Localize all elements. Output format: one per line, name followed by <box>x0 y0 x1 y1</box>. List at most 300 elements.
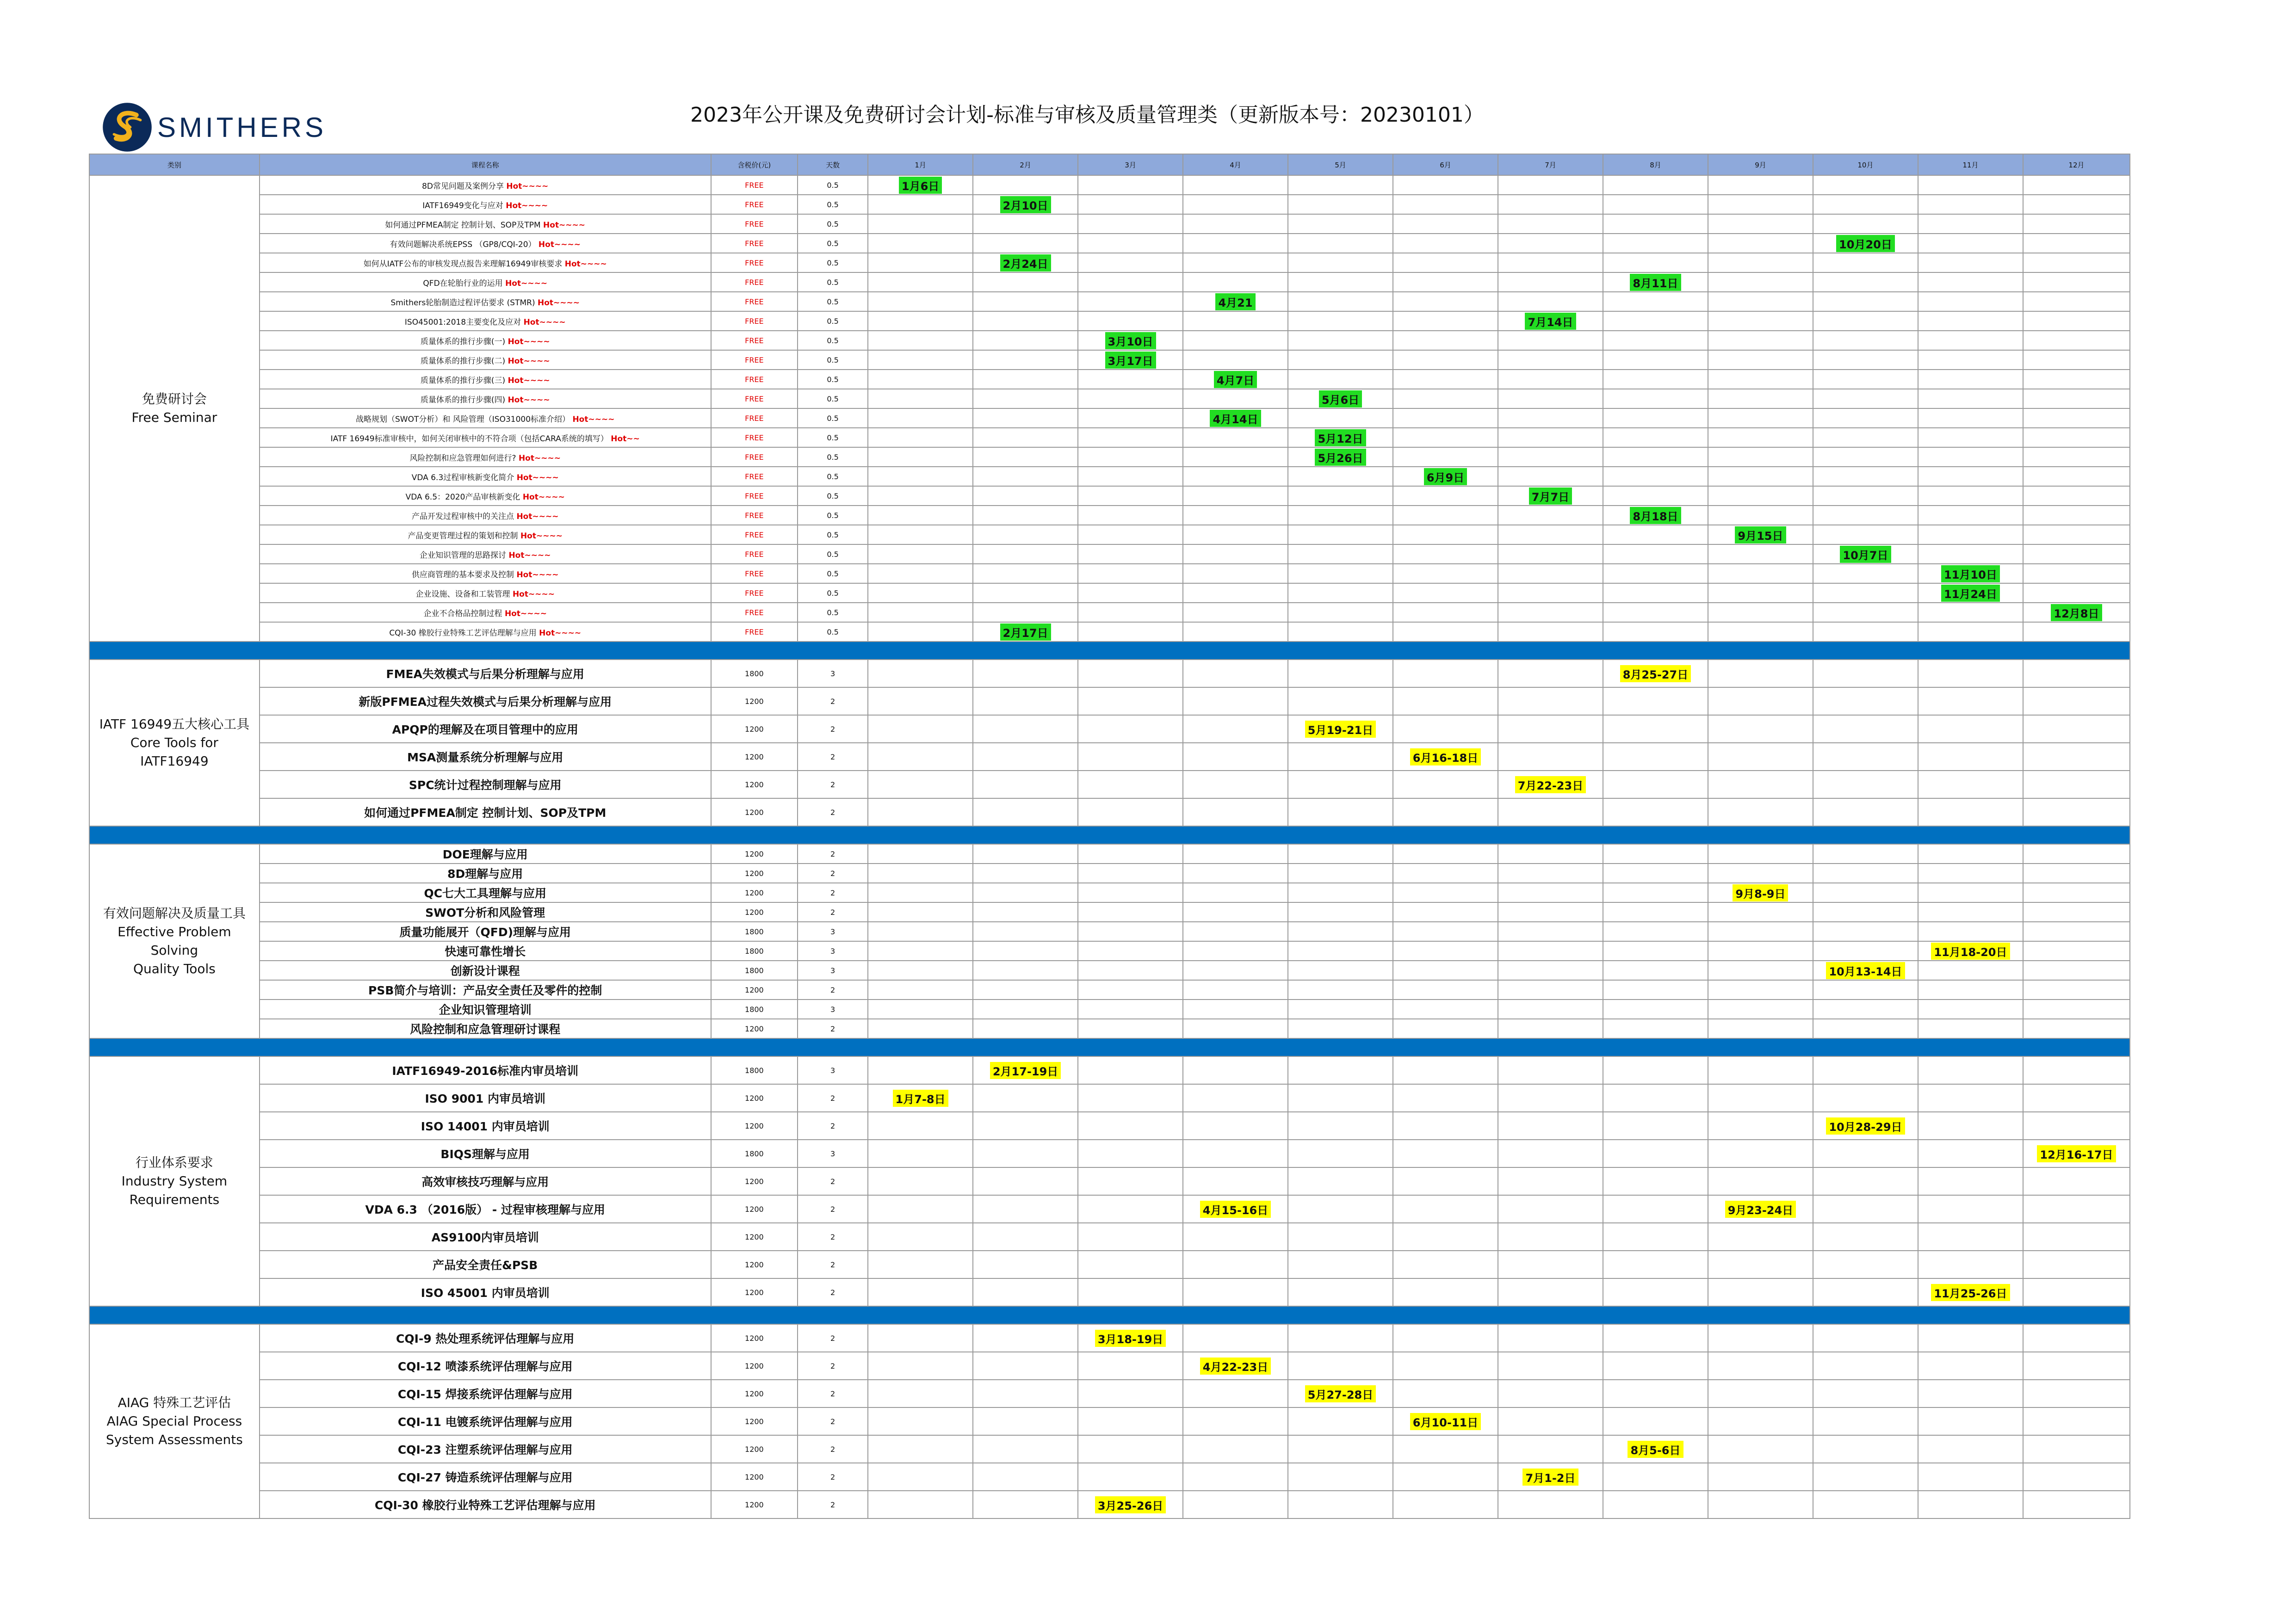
price-cell: FREE <box>711 292 798 311</box>
month-cell <box>1708 467 1813 486</box>
table-row <box>89 1195 2130 1223</box>
session-date-badge: 8月5-6日 <box>1628 1441 1683 1458</box>
price-cell: 1200 <box>711 1380 798 1407</box>
month-cell <box>2023 1167 2130 1195</box>
month-cell <box>2023 1380 2130 1407</box>
month-cell <box>1498 467 1603 486</box>
course-name: SPC统计过程控制理解与应用 <box>408 778 562 792</box>
table-row <box>89 1491 2130 1518</box>
days-cell: 0.5 <box>798 195 868 214</box>
month-cell <box>2023 687 2130 715</box>
month-cell <box>868 902 973 922</box>
session-date-badge: 1月6日 <box>899 177 942 194</box>
session-date-badge: 4月21 <box>1215 293 1255 310</box>
month-cell <box>1708 660 1813 687</box>
table-row <box>89 603 2130 622</box>
month-cell <box>1078 408 1183 428</box>
course-name-cell <box>260 603 711 622</box>
category-label: Industry System <box>121 1173 228 1189</box>
month-cell <box>1078 922 1183 941</box>
month-cell <box>1498 961 1603 980</box>
month-cell <box>2023 272 2130 292</box>
days-cell: 2 <box>798 1112 868 1140</box>
month-cell <box>1918 941 2023 961</box>
month-cell <box>1603 687 1708 715</box>
month-cell <box>1813 408 1918 428</box>
month-cell <box>1603 1112 1708 1140</box>
month-cell <box>1393 941 1498 961</box>
days-cell: 0.5 <box>798 253 868 272</box>
session-date-badge: 9月15日 <box>1735 526 1786 543</box>
month-cell <box>1393 583 1498 603</box>
month-cell <box>1498 408 1603 428</box>
month-cell <box>973 175 1078 195</box>
month-cell <box>1393 883 1498 902</box>
month-cell <box>1288 486 1393 506</box>
month-cell <box>1288 1435 1393 1463</box>
month-cell <box>1393 1435 1498 1463</box>
month-cell <box>1288 902 1393 922</box>
course-name: VDA 6.3 （2016版） - 过程审核理解与应用 <box>365 1203 605 1216</box>
month-cell <box>1603 1352 1708 1380</box>
session-date-badge: 7月14日 <box>1525 313 1576 330</box>
month-cell <box>1183 922 1288 941</box>
course-name: AS9100内审员培训 <box>431 1231 539 1244</box>
month-cell <box>1183 331 1288 350</box>
days-cell: 0.5 <box>798 467 868 486</box>
price-cell: 1200 <box>711 902 798 922</box>
month-cell <box>1498 622 1603 642</box>
month-cell <box>2023 1223 2130 1251</box>
month-cell <box>973 1491 1078 1518</box>
course-name-cell <box>260 272 711 292</box>
month-cell <box>1288 292 1393 311</box>
table-row <box>89 1463 2130 1491</box>
month-cell <box>973 1223 1078 1251</box>
table-row <box>89 1223 2130 1251</box>
session-date-badge: 3月18-19日 <box>1095 1330 1166 1347</box>
month-cell <box>1603 583 1708 603</box>
course-name-cell <box>260 1084 711 1112</box>
month-cell <box>1918 331 2023 350</box>
session-date-badge: 12月16-17日 <box>2037 1145 2116 1162</box>
price-cell: FREE <box>711 525 798 544</box>
header-month: 9月 <box>1708 154 1813 175</box>
course-name: APQP的理解及在项目管理中的应用 <box>392 723 578 736</box>
month-cell <box>1708 292 1813 311</box>
days-cell: 3 <box>798 941 868 961</box>
price-cell: 1200 <box>711 715 798 743</box>
hot-badge: Hot~~~~ <box>523 317 566 327</box>
category-label: Requirements <box>129 1192 220 1207</box>
hot-badge: Hot~~~~ <box>507 395 550 405</box>
table-row <box>89 1019 2130 1038</box>
month-cell <box>1183 1167 1288 1195</box>
month-cell <box>973 660 1078 687</box>
course-name-cell <box>260 253 711 272</box>
month-cell <box>1603 486 1708 506</box>
month-cell <box>1288 1278 1393 1306</box>
month-cell <box>1288 447 1393 467</box>
month-cell <box>1603 389 1708 408</box>
month-cell <box>1078 1167 1183 1195</box>
month-cell <box>1183 234 1288 253</box>
month-cell <box>1183 467 1288 486</box>
month-cell <box>1183 844 1288 864</box>
month-cell <box>1498 660 1603 687</box>
course-name-cell <box>260 1407 711 1435</box>
course-name-cell <box>260 1167 711 1195</box>
month-cell <box>1918 743 2023 771</box>
month-cell <box>868 370 973 389</box>
month-cell <box>1813 622 1918 642</box>
month-cell <box>868 1407 973 1435</box>
course-name-cell <box>260 350 711 370</box>
month-cell <box>1603 544 1708 564</box>
month-cell <box>1498 1056 1603 1084</box>
course-name-cell <box>260 771 711 798</box>
course-name: VDA 6.5：2020产品审核新变化 <box>405 492 520 502</box>
category-cell <box>89 1324 260 1518</box>
month-cell <box>1288 844 1393 864</box>
month-cell <box>1813 447 1918 467</box>
month-cell <box>1708 214 1813 234</box>
month-cell <box>1288 864 1393 883</box>
price-cell: FREE <box>711 544 798 564</box>
hot-badge: Hot~~~~ <box>507 356 550 366</box>
session-date-badge: 4月14日 <box>1210 410 1261 427</box>
month-cell <box>1183 506 1288 525</box>
month-cell <box>1918 1167 2023 1195</box>
month-cell <box>1183 1056 1288 1084</box>
session-date-badge: 11月10日 <box>1941 565 2000 582</box>
month-cell <box>1498 1195 1603 1223</box>
month-cell <box>2023 253 2130 272</box>
course-name-cell <box>260 922 711 941</box>
month-cell <box>868 525 973 544</box>
course-name-cell <box>260 622 711 642</box>
course-name-cell <box>260 408 711 428</box>
month-cell <box>973 1000 1078 1019</box>
month-cell <box>973 941 1078 961</box>
month-cell <box>1288 1167 1393 1195</box>
month-cell <box>1393 1278 1498 1306</box>
month-cell <box>1603 1000 1708 1019</box>
price-cell: FREE <box>711 389 798 408</box>
month-cell <box>2023 603 2130 622</box>
month-cell <box>1603 1380 1708 1407</box>
course-name: 质量功能展开（QFD)理解与应用 <box>399 926 571 939</box>
price-cell: FREE <box>711 622 798 642</box>
month-cell <box>2023 1084 2130 1112</box>
month-cell <box>1813 544 1918 564</box>
month-cell <box>973 447 1078 467</box>
month-cell <box>973 743 1078 771</box>
session-date-badge: 4月22-23日 <box>1200 1358 1271 1375</box>
course-name-cell <box>260 902 711 922</box>
month-cell <box>973 1084 1078 1112</box>
course-name-cell <box>260 175 711 195</box>
month-cell <box>1288 544 1393 564</box>
month-cell <box>1498 389 1603 408</box>
price-cell: FREE <box>711 311 798 331</box>
session-date-badge: 6月9日 <box>1424 468 1467 485</box>
month-cell <box>1813 525 1918 544</box>
price-cell: 1800 <box>711 1000 798 1019</box>
month-cell <box>1288 1251 1393 1278</box>
month-cell <box>1078 660 1183 687</box>
month-cell <box>1918 1463 2023 1491</box>
separator-bar <box>89 1038 2130 1056</box>
month-cell <box>1498 922 1603 941</box>
month-cell <box>1393 234 1498 253</box>
course-name: 产品安全责任&PSB <box>433 1259 538 1272</box>
month-cell <box>1603 1491 1708 1518</box>
month-cell <box>1918 195 2023 214</box>
course-name-cell <box>260 195 711 214</box>
header-month: 2月 <box>973 154 1078 175</box>
month-cell <box>1288 408 1393 428</box>
table-row <box>89 272 2130 292</box>
month-cell <box>1288 1407 1393 1435</box>
days-cell: 3 <box>798 922 868 941</box>
month-cell <box>1918 1000 2023 1019</box>
month-cell <box>1393 428 1498 447</box>
month-cell <box>973 1251 1078 1278</box>
month-cell <box>1603 660 1708 687</box>
session-date-badge: 2月17-19日 <box>990 1062 1061 1079</box>
month-cell <box>1078 883 1183 902</box>
hot-badge: Hot~~~~ <box>518 453 561 463</box>
days-cell: 2 <box>798 1167 868 1195</box>
smithers-logo <box>102 99 327 155</box>
month-cell <box>1708 486 1813 506</box>
month-cell <box>973 195 1078 214</box>
month-cell <box>1813 272 1918 292</box>
session-date-badge: 12月8日 <box>2051 604 2102 621</box>
month-cell <box>1078 428 1183 447</box>
month-cell <box>1813 583 1918 603</box>
course-name: VDA 6.3过程审核新变化简介 <box>411 473 514 482</box>
course-name: 产品开发过程审核中的关注点 <box>412 512 514 521</box>
month-cell <box>2023 292 2130 311</box>
month-cell <box>868 1435 973 1463</box>
price-cell: FREE <box>711 195 798 214</box>
month-cell <box>1393 922 1498 941</box>
days-cell: 3 <box>798 1056 868 1084</box>
month-cell <box>1288 603 1393 622</box>
course-name: PSB简介与培训：产品安全责任及零件的控制 <box>368 984 602 997</box>
month-cell <box>1708 941 1813 961</box>
month-cell <box>1078 272 1183 292</box>
month-cell <box>973 1140 1078 1167</box>
smithers-s-icon <box>102 102 153 153</box>
month-cell <box>1183 1251 1288 1278</box>
month-cell <box>868 1223 973 1251</box>
hot-badge: Hot~~~~ <box>538 298 580 308</box>
category-label: Free Seminar <box>131 410 217 425</box>
month-cell <box>1288 214 1393 234</box>
month-cell <box>1708 506 1813 525</box>
month-cell <box>868 214 973 234</box>
price-cell: 1200 <box>711 743 798 771</box>
header-month: 5月 <box>1288 154 1393 175</box>
month-cell <box>1918 883 2023 902</box>
price-cell: FREE <box>711 350 798 370</box>
month-cell <box>1918 467 2023 486</box>
course-name-cell <box>260 1112 711 1140</box>
table-row <box>89 980 2130 1000</box>
table-row <box>89 622 2130 642</box>
month-cell <box>1078 234 1183 253</box>
hot-badge: Hot~~~~ <box>520 531 563 541</box>
session-date-badge: 9月23-24日 <box>1725 1201 1796 1218</box>
month-cell <box>1918 687 2023 715</box>
month-cell <box>2023 1112 2130 1140</box>
table-row <box>89 214 2130 234</box>
month-cell <box>1393 603 1498 622</box>
month-cell <box>1813 864 1918 883</box>
price-cell: FREE <box>711 583 798 603</box>
days-cell: 0.5 <box>798 408 868 428</box>
month-cell <box>1708 902 1813 922</box>
month-cell <box>1603 1223 1708 1251</box>
month-cell <box>1708 961 1813 980</box>
days-cell: 0.5 <box>798 603 868 622</box>
month-cell <box>1498 253 1603 272</box>
month-cell <box>1183 311 1288 331</box>
table-row <box>89 370 2130 389</box>
month-cell <box>1918 1140 2023 1167</box>
course-name-cell <box>260 1463 711 1491</box>
course-name-cell <box>260 660 711 687</box>
days-cell: 3 <box>798 660 868 687</box>
table-row <box>89 1140 2130 1167</box>
month-cell <box>1183 961 1288 980</box>
month-cell <box>1813 660 1918 687</box>
days-cell: 0.5 <box>798 214 868 234</box>
month-cell <box>1603 1195 1708 1223</box>
table-row <box>89 1056 2130 1084</box>
days-cell: 2 <box>798 1463 868 1491</box>
month-cell <box>1813 1223 1918 1251</box>
price-cell: 1200 <box>711 844 798 864</box>
month-cell <box>1393 214 1498 234</box>
month-cell <box>868 1056 973 1084</box>
month-cell <box>1708 1324 1813 1352</box>
month-cell <box>1813 467 1918 486</box>
month-cell <box>1183 902 1288 922</box>
course-name-cell <box>260 864 711 883</box>
month-cell <box>2023 1435 2130 1463</box>
month-cell <box>1183 883 1288 902</box>
course-name-cell <box>260 1000 711 1019</box>
category-cell <box>89 844 260 1038</box>
month-cell <box>1183 1140 1288 1167</box>
month-cell <box>2023 1407 2130 1435</box>
days-cell: 2 <box>798 1435 868 1463</box>
month-cell <box>1078 1324 1183 1352</box>
month-cell <box>1078 370 1183 389</box>
table-row <box>89 525 2130 544</box>
month-cell <box>1498 1463 1603 1491</box>
month-cell <box>2023 486 2130 506</box>
month-cell <box>1918 428 2023 447</box>
month-cell <box>1288 660 1393 687</box>
month-cell <box>1813 715 1918 743</box>
table-row <box>89 311 2130 331</box>
month-cell <box>973 1167 1078 1195</box>
month-cell <box>1918 902 2023 922</box>
month-cell <box>1603 864 1708 883</box>
days-cell: 2 <box>798 798 868 826</box>
course-name-cell <box>260 544 711 564</box>
month-cell <box>1498 583 1603 603</box>
days-cell: 2 <box>798 1019 868 1038</box>
month-cell <box>1498 798 1603 826</box>
month-cell <box>1078 961 1183 980</box>
month-cell <box>2023 1195 2130 1223</box>
hot-badge: Hot~~ <box>611 434 640 444</box>
month-cell <box>1393 844 1498 864</box>
table-row <box>89 1251 2130 1278</box>
hot-badge: Hot~~~~ <box>516 473 559 482</box>
session-date-badge: 5月26日 <box>1315 449 1366 466</box>
days-cell: 0.5 <box>798 370 868 389</box>
month-cell <box>1603 272 1708 292</box>
session-date-badge: 2月24日 <box>1000 254 1051 272</box>
month-cell <box>1183 428 1288 447</box>
month-cell <box>1708 583 1813 603</box>
month-cell <box>1813 234 1918 253</box>
month-cell <box>1813 980 1918 1000</box>
month-cell <box>973 902 1078 922</box>
month-cell <box>1918 844 2023 864</box>
month-cell <box>1078 1491 1183 1518</box>
course-name-cell <box>260 234 711 253</box>
days-cell: 0.5 <box>798 622 868 642</box>
category-label: System Assessments <box>105 1432 243 1447</box>
month-cell <box>1498 350 1603 370</box>
month-cell <box>973 980 1078 1000</box>
month-cell <box>868 1167 973 1195</box>
month-cell <box>1603 195 1708 214</box>
month-cell <box>1393 175 1498 195</box>
course-name: IATF16949-2016标准内审员培训 <box>392 1064 579 1078</box>
month-cell <box>1498 331 1603 350</box>
session-date-badge: 7月1-2日 <box>1522 1469 1578 1486</box>
course-name: 创新设计课程 <box>450 964 520 978</box>
month-cell <box>1078 506 1183 525</box>
month-cell <box>1918 1435 2023 1463</box>
month-cell <box>1078 1084 1183 1112</box>
month-cell <box>1393 902 1498 922</box>
month-cell <box>973 1019 1078 1038</box>
table-row <box>89 292 2130 311</box>
hot-badge: Hot~~~~ <box>522 492 565 502</box>
month-cell <box>1708 980 1813 1000</box>
table-row <box>89 506 2130 525</box>
days-cell: 0.5 <box>798 525 868 544</box>
month-cell <box>1183 603 1288 622</box>
category-label: Solving <box>150 943 198 958</box>
course-name-cell <box>260 1056 711 1084</box>
price-cell: FREE <box>711 506 798 525</box>
month-cell <box>1918 1324 2023 1352</box>
month-cell <box>1393 1112 1498 1140</box>
month-cell <box>1708 428 1813 447</box>
month-cell <box>1498 525 1603 544</box>
